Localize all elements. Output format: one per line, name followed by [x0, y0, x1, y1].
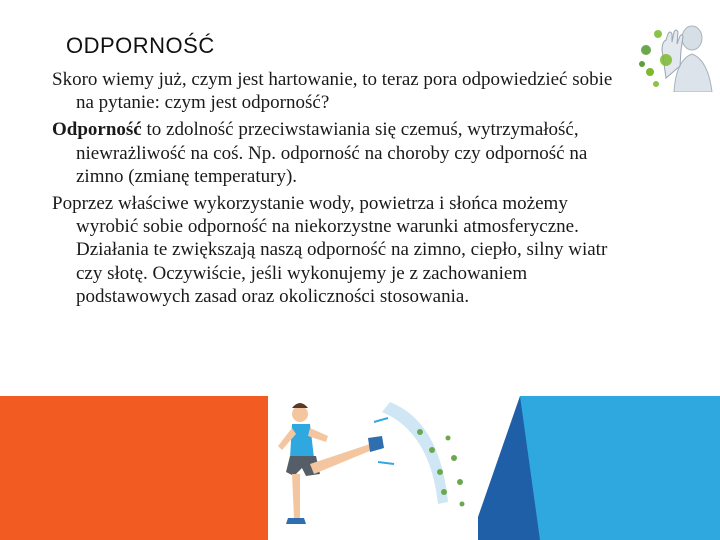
paragraph-1 [52, 68, 632, 114]
orange-band [0, 396, 268, 540]
paragraph-2-text: to zdolność przeciwstawiania się czemuś, wytrzymałość, niewrażliwość na coś. Np. odporność na choroby czy odporność na zimno (zmianę temperatury). [76, 119, 588, 187]
immune-figure-icon [636, 20, 714, 92]
light-blue-band [520, 396, 720, 540]
paragraph-3-text: Poprzez właściwe wykorzystanie wody, powietrza i słońca możemy wyrobić sobie odporność na niekorzystne warunki atmosferyczne. Działania te zwiększają naszą odporność na zimno, ciepło, silny wiatr czy słotę. Oczywiście, jeśli wykonujemy je z zachowaniem podstawowych zasad oraz okoliczności stosowania. [52, 193, 608, 307]
slide-body [52, 68, 632, 312]
paragraph-1-text: Skoro wiemy już, czym jest hartowanie, to teraz pora odpowiedzieć sobie na pytanie: czym jest odporność? [52, 69, 613, 114]
paragraph-2-lead: Odporność [52, 119, 142, 141]
slide-title: ODPORNOŚĆ [66, 33, 215, 58]
kicking-person-illustration [270, 392, 470, 538]
paragraph-3 [52, 192, 632, 308]
paragraph-2 [52, 118, 632, 188]
